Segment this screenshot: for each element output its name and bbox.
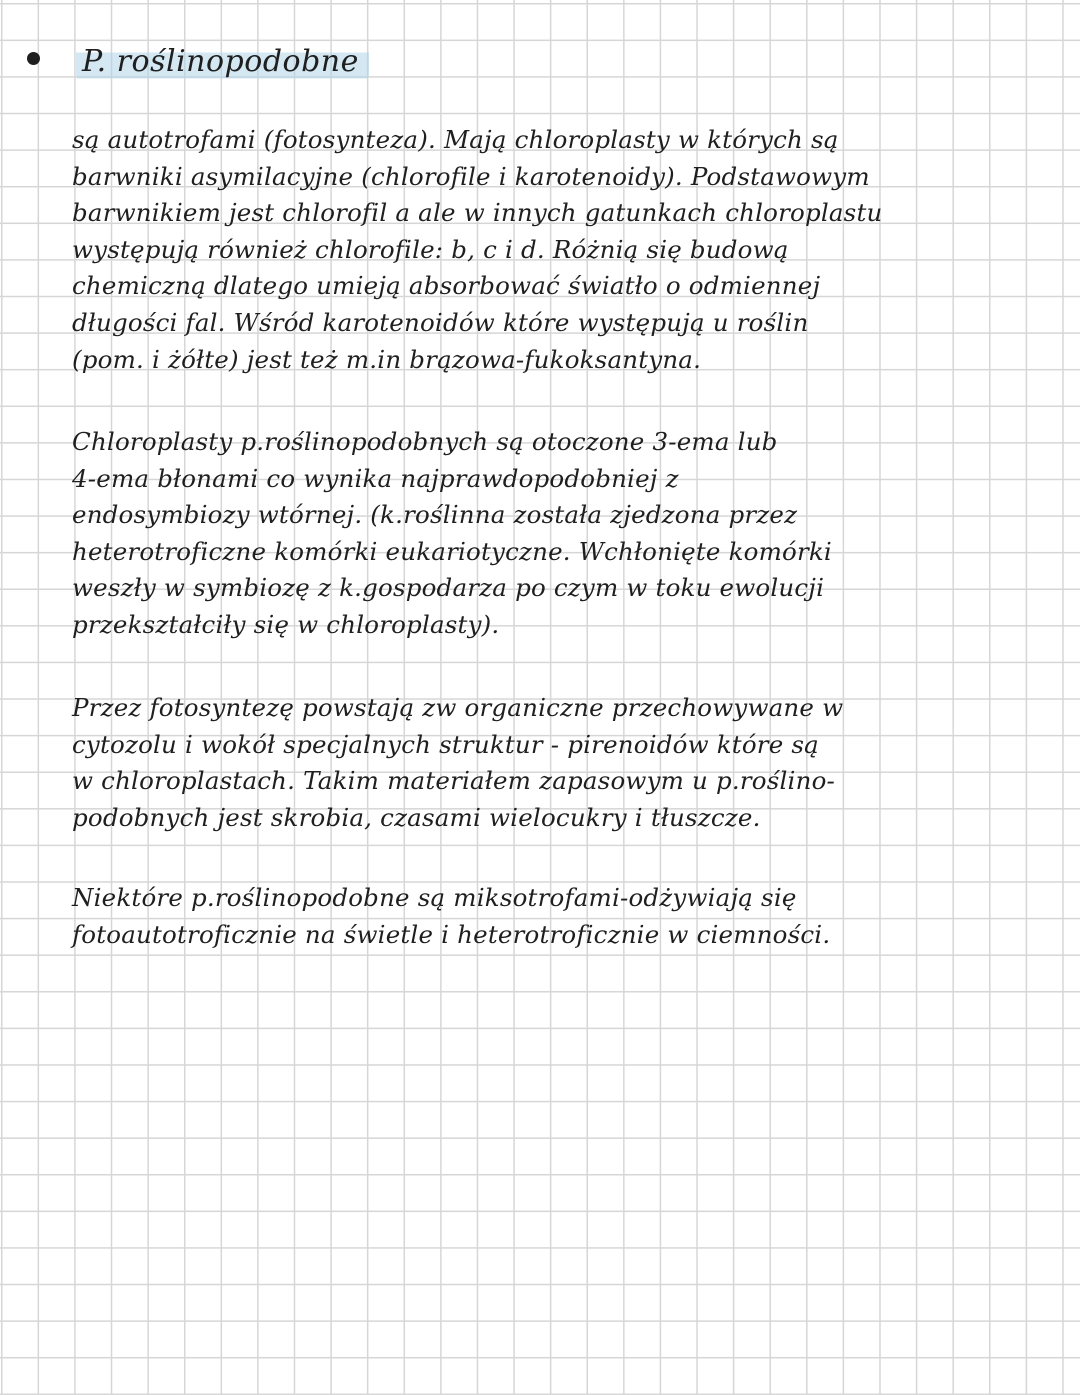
text-line: 4-ema błonami co wynika najprawdopodobniej z (72, 463, 679, 493)
text-line: są autotrofami (fotosynteza). Mają chloroplasty w których są (72, 125, 839, 154)
page-heading: P. roślinopodobne (76, 40, 369, 84)
text-line: barwnikiem jest chlorofil a ale w innych gatunkach chloroplastu (72, 198, 883, 228)
text-line: przekształciły się w chloroplasty). (72, 609, 500, 639)
text-line: cytozolu i wokół specjalnych struktur - pirenoidów które są (72, 729, 819, 759)
text-line: występują również chlorofile: b, c i d. Różnią się budową (72, 234, 789, 264)
paragraph-1 (72, 122, 1052, 378)
text-line: długości fal. Wśród karotenoidów które występują u roślin (72, 307, 809, 337)
text-line: Niektóre p.roślinopodobne są miksotrofami-odżywiają się (72, 883, 797, 912)
bullet-point (27, 52, 40, 65)
paragraph-3 (72, 690, 1052, 836)
text-line: chemiczną dlatego umieją absorbować światło o odmiennej (72, 271, 821, 301)
text-line: endosymbiozy wtórnej. (k.roślinna została zjedzona przez (72, 500, 798, 530)
text-line: w chloroplastach. Takim materiałem zapasowym u p.roślino- (72, 766, 835, 796)
text-line: Chloroplasty p.roślinopodobnych są otoczone 3-ema lub (72, 427, 778, 456)
paragraph-4 (72, 880, 1052, 953)
text-line: Przez fotosyntezę powstają zw organiczne przechowywane w (72, 693, 844, 722)
paragraph-2 (72, 424, 1052, 644)
text-line: podobnych jest skrobia, czasami wielocukry i tłuszcze. (72, 802, 761, 832)
text-line: (pom. i żółte) jest też m.in brązowa-fukoksantyna. (72, 344, 702, 374)
text-line: heterotroficzne komórki eukariotyczne. Wchłonięte komórki (72, 536, 832, 566)
text-line: fotoautotroficznie na świetle i heterotroficznie w ciemności. (72, 919, 831, 949)
text-line: weszły w symbiozę z k.gospodarza po czym w toku ewolucji (72, 573, 825, 603)
text-line: barwniki asymilacyjne (chlorofile i karotenoidy). Podstawowym (72, 161, 870, 191)
